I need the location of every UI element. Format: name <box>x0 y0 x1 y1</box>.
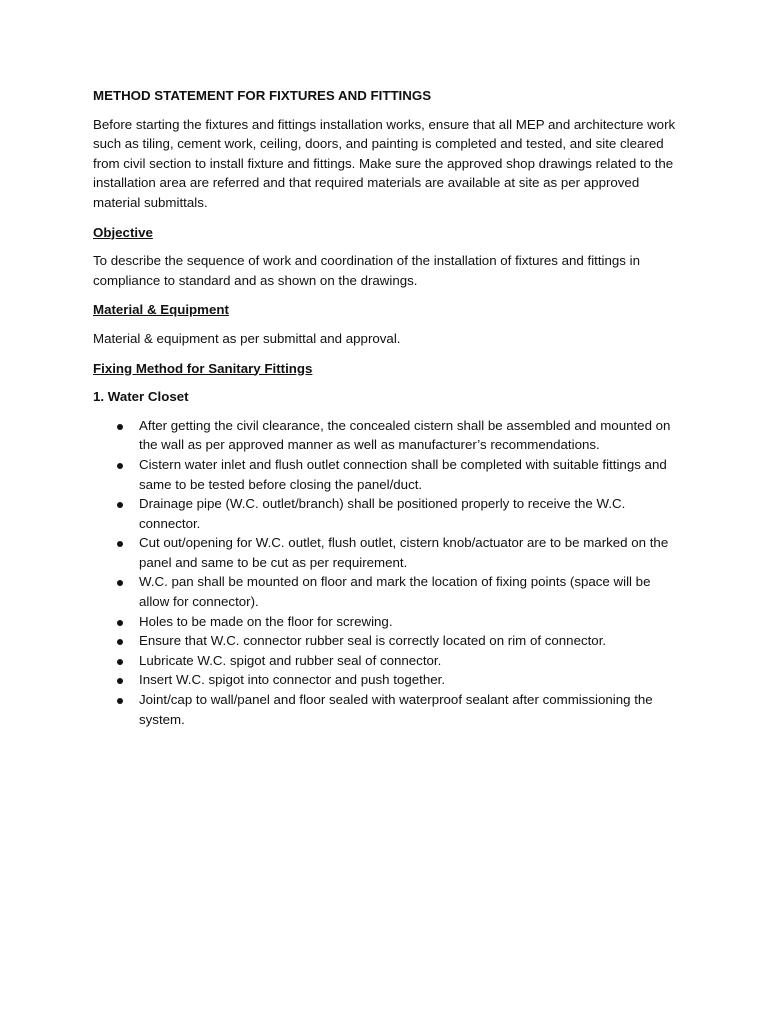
list-item <box>93 533 683 572</box>
bullet-icon <box>117 502 123 508</box>
list-item-text: Holes to be made on the floor for screwing. <box>139 613 393 629</box>
section-heading-objective: Objective <box>93 224 153 240</box>
list-item <box>93 690 683 729</box>
bullet-icon <box>117 580 123 586</box>
water-closet-steps-list <box>93 416 683 730</box>
list-item-text: Cut out/opening for W.C. outlet, flush outlet, cistern knob/actuator are to be marked on the panel and same to be cut as per requirement. <box>139 535 669 570</box>
list-item-text: Cistern water inlet and flush outlet connection shall be completed with suitable fittings and same to be tested before closing the panel/duct. <box>139 456 667 492</box>
list-item-text: After getting the civil clearance, the concealed cistern shall be assembled and mounted on the wall as per approved manner as well as manufacturer’s recommendations. <box>139 417 671 453</box>
list-item <box>93 612 683 632</box>
bullet-icon <box>117 659 123 665</box>
list-item-text: Joint/cap to wall/panel and floor sealed with waterproof sealant after commissioning the system. <box>139 692 653 727</box>
list-item-text: Lubricate W.C. spigot and rubber seal of connector. <box>139 652 442 668</box>
bullet-icon <box>117 678 123 684</box>
list-item-text: Drainage pipe (W.C. outlet/branch) shall be positioned properly to receive the W.C. connector. <box>139 496 626 531</box>
intro-paragraph: Before starting the fixtures and fittings installation works, ensure that all MEP and architecture work such as tiling, cement work, ceiling, doors, and painting is completed and tested, and site cleared from civil section to install fixture and fittings. Make sure the approved shop drawings related to the installation area are referred and that required materials are available at site as per approved material submittals. <box>93 116 676 210</box>
section-heading-material-equipment: Material & Equipment <box>93 302 229 318</box>
list-item-text: Insert W.C. spigot into connector and push together. <box>139 672 446 688</box>
list-item <box>93 455 683 494</box>
list-item <box>93 494 683 533</box>
list-item-text: Ensure that W.C. connector rubber seal is correctly located on rim of connector. <box>139 633 607 649</box>
list-item <box>93 572 683 611</box>
material-equipment-paragraph: Material & equipment as per submittal and approval. <box>93 330 401 346</box>
bullet-icon <box>117 541 123 547</box>
bullet-icon <box>117 620 123 626</box>
subheading-water-closet: 1. Water Closet <box>93 389 189 405</box>
bullet-icon <box>117 698 123 704</box>
list-item <box>93 651 683 671</box>
bullet-icon <box>117 639 123 645</box>
list-item <box>93 631 683 651</box>
bullet-icon <box>117 424 123 430</box>
section-heading-fixing-method: Fixing Method for Sanitary Fittings <box>93 360 313 376</box>
objective-paragraph: To describe the sequence of work and coordination of the installation of fixtures and fittings in compliance to standard and as shown on the drawings. <box>93 253 640 288</box>
bullet-icon <box>117 463 123 469</box>
list-item-text: W.C. pan shall be mounted on floor and mark the location of fixing points (space will be allow for connector). <box>139 574 651 610</box>
document-page <box>93 86 683 729</box>
list-item <box>93 416 683 455</box>
list-item <box>93 670 683 690</box>
document-title: METHOD STATEMENT FOR FIXTURES AND FITTINGS <box>93 88 432 103</box>
